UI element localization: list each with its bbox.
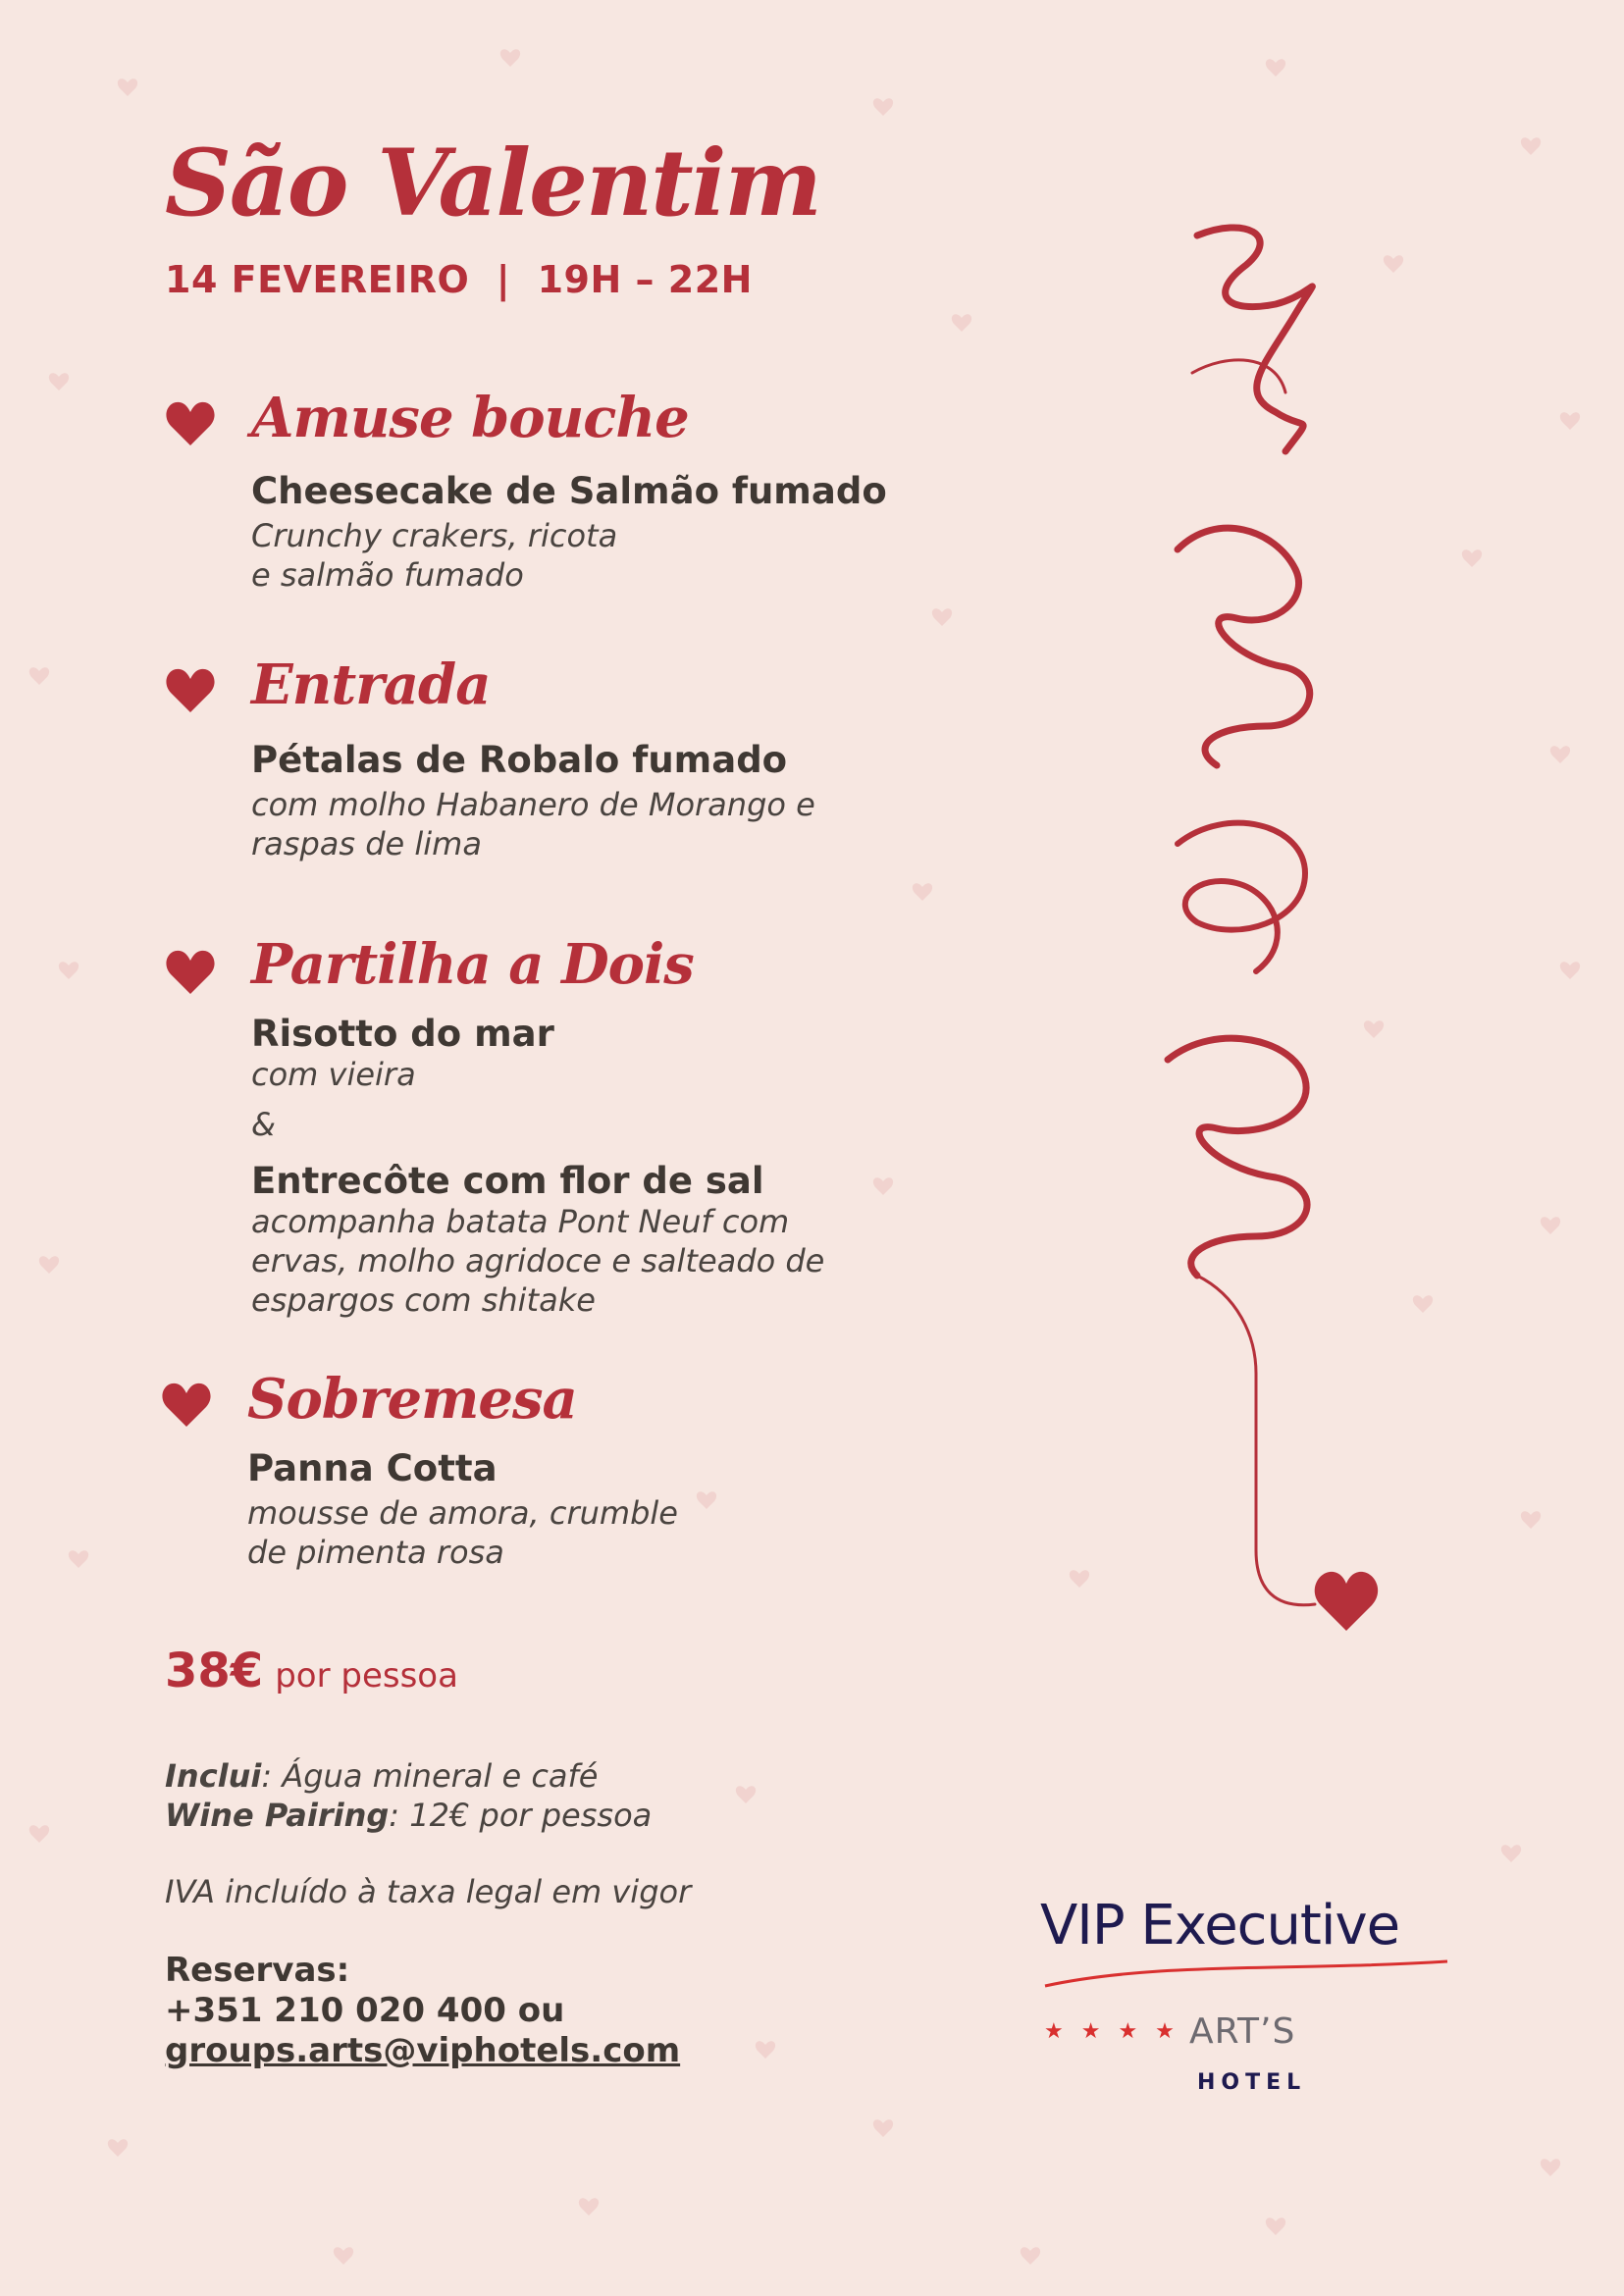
section-title: Entrada (251, 652, 491, 717)
ampersand: & (251, 1106, 276, 1143)
hotel-logo (1040, 1894, 1452, 2110)
reservations-email-link[interactable]: groups.arts@viphotels.com (165, 2031, 681, 2070)
dish-name: Risotto do mar (251, 1013, 554, 1055)
dish-description-line: Crunchy crakers, ricota (251, 517, 618, 554)
price (165, 1644, 458, 1698)
dish-description-line: de pimenta rosa (247, 1534, 504, 1571)
menu-section-amuse-bouche (165, 386, 911, 606)
dish-name: Panna Cotta (247, 1447, 498, 1489)
section-title: Sobremesa (247, 1367, 577, 1432)
menu-section-entrada (165, 652, 911, 873)
dish-description-line: com molho Habanero de Morango e (251, 786, 815, 823)
dish-description-line: com vieira (251, 1056, 416, 1093)
wine-pairing-line (165, 1796, 652, 1835)
includes-text: : Água mineral e café (261, 1757, 599, 1795)
dish-description-line: espargos com shitake (251, 1281, 596, 1319)
dish-description-line: e salmão fumado (251, 556, 524, 594)
logo-wordmark: VIP Executive (1040, 1894, 1400, 1957)
price-amount: 38€ (165, 1644, 264, 1698)
logo-arts: ART’S (1189, 2011, 1296, 2052)
vat-note: IVA incluído à taxa legal em vigor (165, 1873, 692, 1910)
menu-section-sobremesa (165, 1367, 911, 1588)
event-date-time: 14 FEVEREIRO | 19H – 22H (165, 258, 753, 301)
section-title: Partilha a Dois (251, 932, 694, 997)
menu-section-partilha-a-dois (165, 932, 911, 1330)
wine-pairing-text: : 12€ por pessoa (389, 1797, 653, 1834)
reservations-label: Reservas: (165, 1951, 350, 1990)
logo-swoosh (1040, 1957, 1452, 1996)
heart-icon (165, 667, 216, 714)
includes-label: Inclui (165, 1757, 262, 1795)
heart-icon (165, 400, 216, 447)
dish-description-line: acompanha batata Pont Neuf com (251, 1203, 790, 1240)
wine-pairing-label: Wine Pairing (165, 1797, 390, 1834)
heart-icon (161, 1382, 212, 1429)
dish-description-line: mousse de amora, crumble (247, 1494, 678, 1532)
section-title: Amuse bouche (251, 386, 689, 450)
heart-icon (165, 949, 216, 996)
reservations-phone[interactable]: +351 210 020 400 ou (165, 1991, 565, 2030)
dish-name: Cheesecake de Salmão fumado (251, 470, 887, 512)
dish-name: Entrecôte com flor de sal (251, 1160, 764, 1202)
logo-hotel: HOTEL (1197, 2070, 1307, 2095)
page-title: São Valentim (165, 130, 820, 237)
dish-description-line: raspas de lima (251, 825, 482, 862)
includes-line (165, 1756, 598, 1796)
price-label: por pessoa (275, 1656, 458, 1696)
logo-stars: ★★★★ (1044, 2019, 1192, 2044)
script-menu-with-heart-string (1079, 196, 1433, 1658)
reservations-block (165, 1951, 680, 2071)
dish-description-line: ervas, molho agridoce e salteado de (251, 1242, 825, 1279)
dish-name: Pétalas de Robalo fumado (251, 739, 788, 781)
